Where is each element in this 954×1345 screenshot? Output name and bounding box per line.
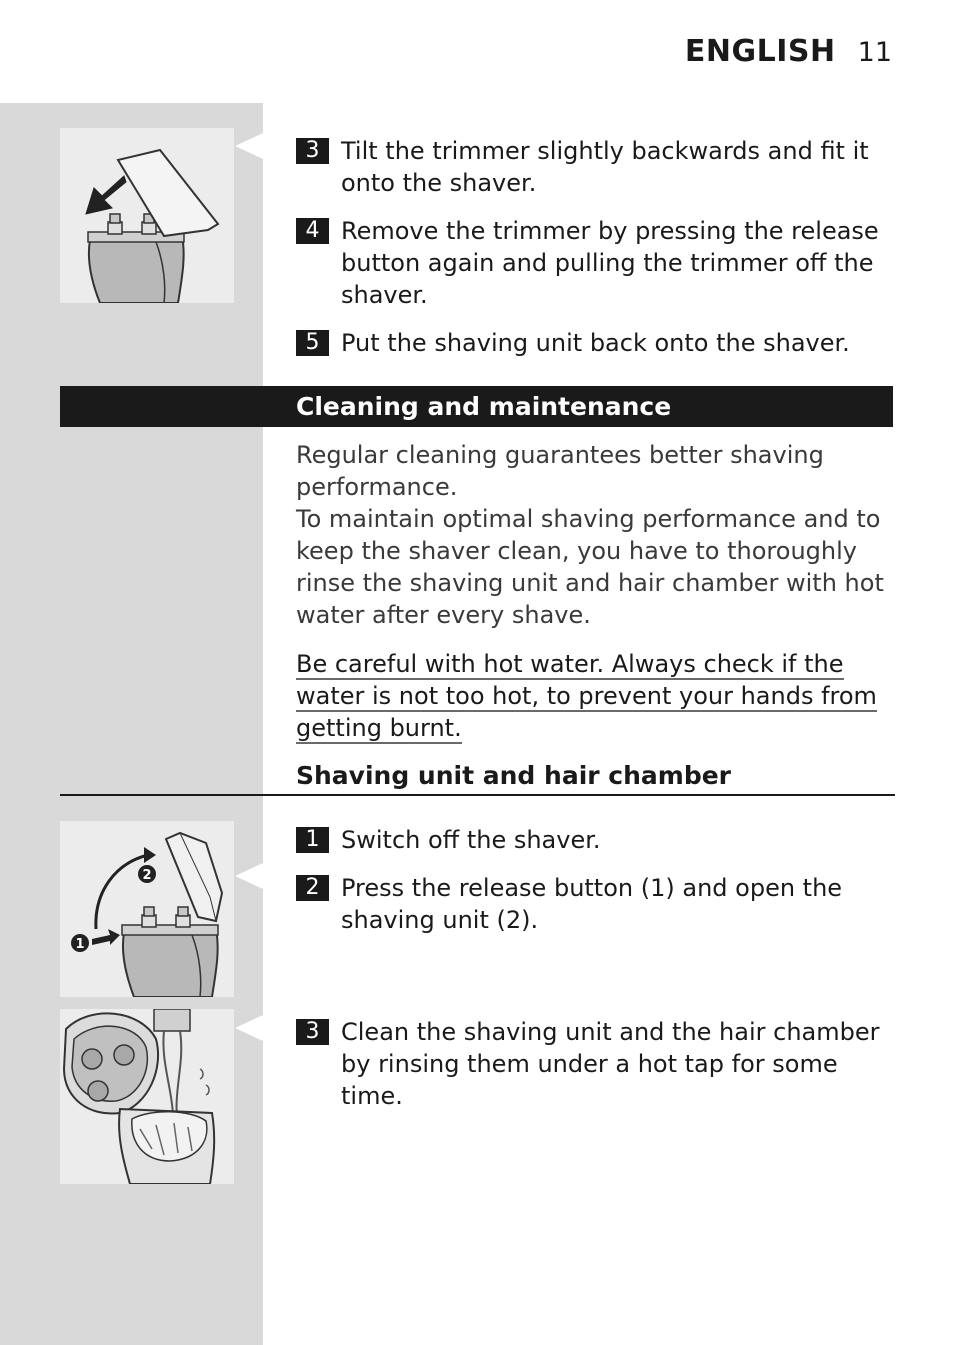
step-item <box>296 135 896 199</box>
trimmer-shaver-drawing <box>60 128 234 303</box>
step-number: 2 <box>296 875 329 901</box>
step-text: Press the release button (1) and open the shaving unit (2). <box>341 874 843 934</box>
warning-text: Be careful with hot water. Always check if the water is not too hot, to prevent your hands from getting burnt. <box>296 650 877 742</box>
rinsing-drawing <box>60 1009 234 1184</box>
step-number: 4 <box>296 218 329 244</box>
open-shaving-unit-illustration <box>60 821 234 997</box>
illustration-pointer <box>235 133 263 159</box>
warning-paragraph <box>296 648 896 744</box>
trimmer-fit-illustration <box>60 128 234 303</box>
intro-paragraph: To maintain optimal shaving performance and to keep the shaver clean, you have to thoroughly rinse the shaving unit and hair chamber with hot water after every shave. <box>296 505 884 629</box>
step-item <box>296 824 896 856</box>
section-heading-bar <box>60 386 893 427</box>
step-item <box>296 215 896 311</box>
step-number: 5 <box>296 330 329 356</box>
step-item <box>296 872 896 936</box>
rinse-illustration <box>60 1009 234 1184</box>
page-header <box>685 34 892 69</box>
step-text: Switch off the shaver. <box>341 826 601 854</box>
open-shaver-drawing <box>60 821 234 997</box>
section-title: Cleaning and maintenance <box>296 392 672 421</box>
illustration-pointer <box>235 863 263 889</box>
page-number: 11 <box>857 37 892 68</box>
step-item <box>296 327 896 359</box>
language-label: ENGLISH <box>684 34 836 69</box>
step-number: 1 <box>296 827 329 853</box>
step-text: Clean the shaving unit and the hair chamber by rinsing them under a hot tap for some time. <box>341 1018 880 1110</box>
subsection-title: Shaving unit and hair chamber <box>296 761 732 790</box>
step-number: 3 <box>296 1019 329 1045</box>
subsection-rule <box>60 794 895 796</box>
marker-1-label: 1 <box>75 937 85 952</box>
step-number: 3 <box>296 138 329 164</box>
intro-paragraph: Regular cleaning guarantees better shaving performance. <box>296 441 824 501</box>
illustration-pointer <box>235 1015 263 1041</box>
step-text: Put the shaving unit back onto the shaver. <box>341 329 850 357</box>
step-text: Remove the trimmer by pressing the release button again and pulling the trimmer off the shaver. <box>341 217 879 309</box>
marker-2-label: 2 <box>142 868 152 883</box>
step-text: Tilt the trimmer slightly backwards and fit it onto the shaver. <box>341 137 869 197</box>
step-item <box>296 1016 896 1112</box>
